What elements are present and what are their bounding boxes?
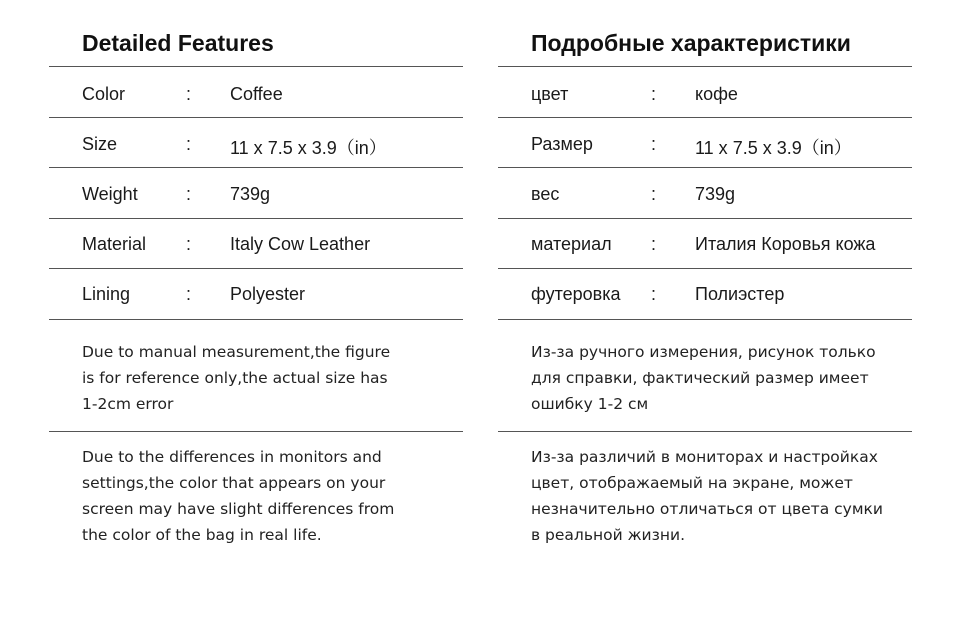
spec-value: Полиэстер	[695, 284, 785, 304]
spec-value: Coffee	[230, 84, 283, 104]
spec-label: цвет	[531, 84, 569, 104]
spec-colon: :	[186, 184, 192, 204]
spec-value: 739g	[695, 184, 736, 204]
note-line: ошибку 1-2 см	[531, 395, 649, 413]
color-note	[531, 444, 911, 548]
note-line: 1-2cm error	[82, 395, 174, 413]
spec-value: Италия Коровья кожа	[695, 234, 876, 254]
spec-colon: :	[651, 134, 657, 154]
spec-value: 11 x 7.5 x 3.9（in）	[695, 138, 852, 158]
measurement-note	[531, 339, 911, 417]
note-line: цвет, отображаемый на экране, может	[531, 474, 853, 492]
divider	[498, 66, 912, 67]
spec-value: кофе	[695, 84, 738, 104]
note-line: the color of the bag in real life.	[82, 526, 322, 544]
spec-label: вес	[531, 184, 560, 204]
spec-colon: :	[186, 134, 192, 154]
spec-colon: :	[186, 234, 192, 254]
spec-value: 11 x 7.5 x 3.9（in）	[230, 138, 387, 158]
divider	[498, 117, 912, 118]
note-line: для справки, фактический размер имеет	[531, 369, 869, 387]
spec-colon: :	[651, 234, 657, 254]
spec-colon: :	[186, 84, 192, 104]
note-line: is for reference only,the actual size has	[82, 369, 388, 387]
divider	[49, 431, 463, 432]
spec-label: Color	[82, 84, 126, 104]
spec-value: Italy Cow Leather	[230, 234, 371, 254]
spec-label: Material	[82, 234, 147, 254]
spec-colon: :	[651, 284, 657, 304]
spec-label: Size	[82, 134, 118, 154]
spec-value: Polyester	[230, 284, 306, 304]
divider	[498, 268, 912, 269]
english-title: Detailed Features	[82, 30, 274, 56]
divider	[49, 167, 463, 168]
color-note	[82, 444, 462, 548]
spec-colon: :	[186, 284, 192, 304]
spec-value: 739g	[230, 184, 271, 204]
note-line: screen may have slight differences from	[82, 500, 395, 518]
spec-label: футеровка	[531, 284, 621, 304]
spec-label: материал	[531, 234, 612, 254]
note-line: Due to the differences in monitors and	[82, 448, 382, 466]
divider	[49, 218, 463, 219]
spec-colon: :	[651, 84, 657, 104]
divider	[49, 268, 463, 269]
divider	[49, 117, 463, 118]
divider	[498, 218, 912, 219]
measurement-note	[82, 339, 462, 417]
divider	[498, 319, 912, 320]
russian-title: Подробные характеристики	[531, 30, 851, 56]
note-line: settings,the color that appears on your	[82, 474, 386, 492]
note-line: незначительно отличаться от цвета сумки	[531, 500, 883, 518]
note-line: Due to manual measurement,the figure	[82, 343, 391, 361]
spec-label: Weight	[82, 184, 138, 204]
spec-colon: :	[651, 184, 657, 204]
divider	[498, 431, 912, 432]
spec-label: Размер	[531, 134, 593, 154]
divider	[49, 66, 463, 67]
note-line: Из-за ручного измерения, рисунок только	[531, 343, 876, 361]
note-line: Из-за различий в мониторах и настройках	[531, 448, 878, 466]
note-line: в реальной жизни.	[531, 526, 686, 544]
divider	[49, 319, 463, 320]
divider	[498, 167, 912, 168]
spec-label: Lining	[82, 284, 131, 304]
